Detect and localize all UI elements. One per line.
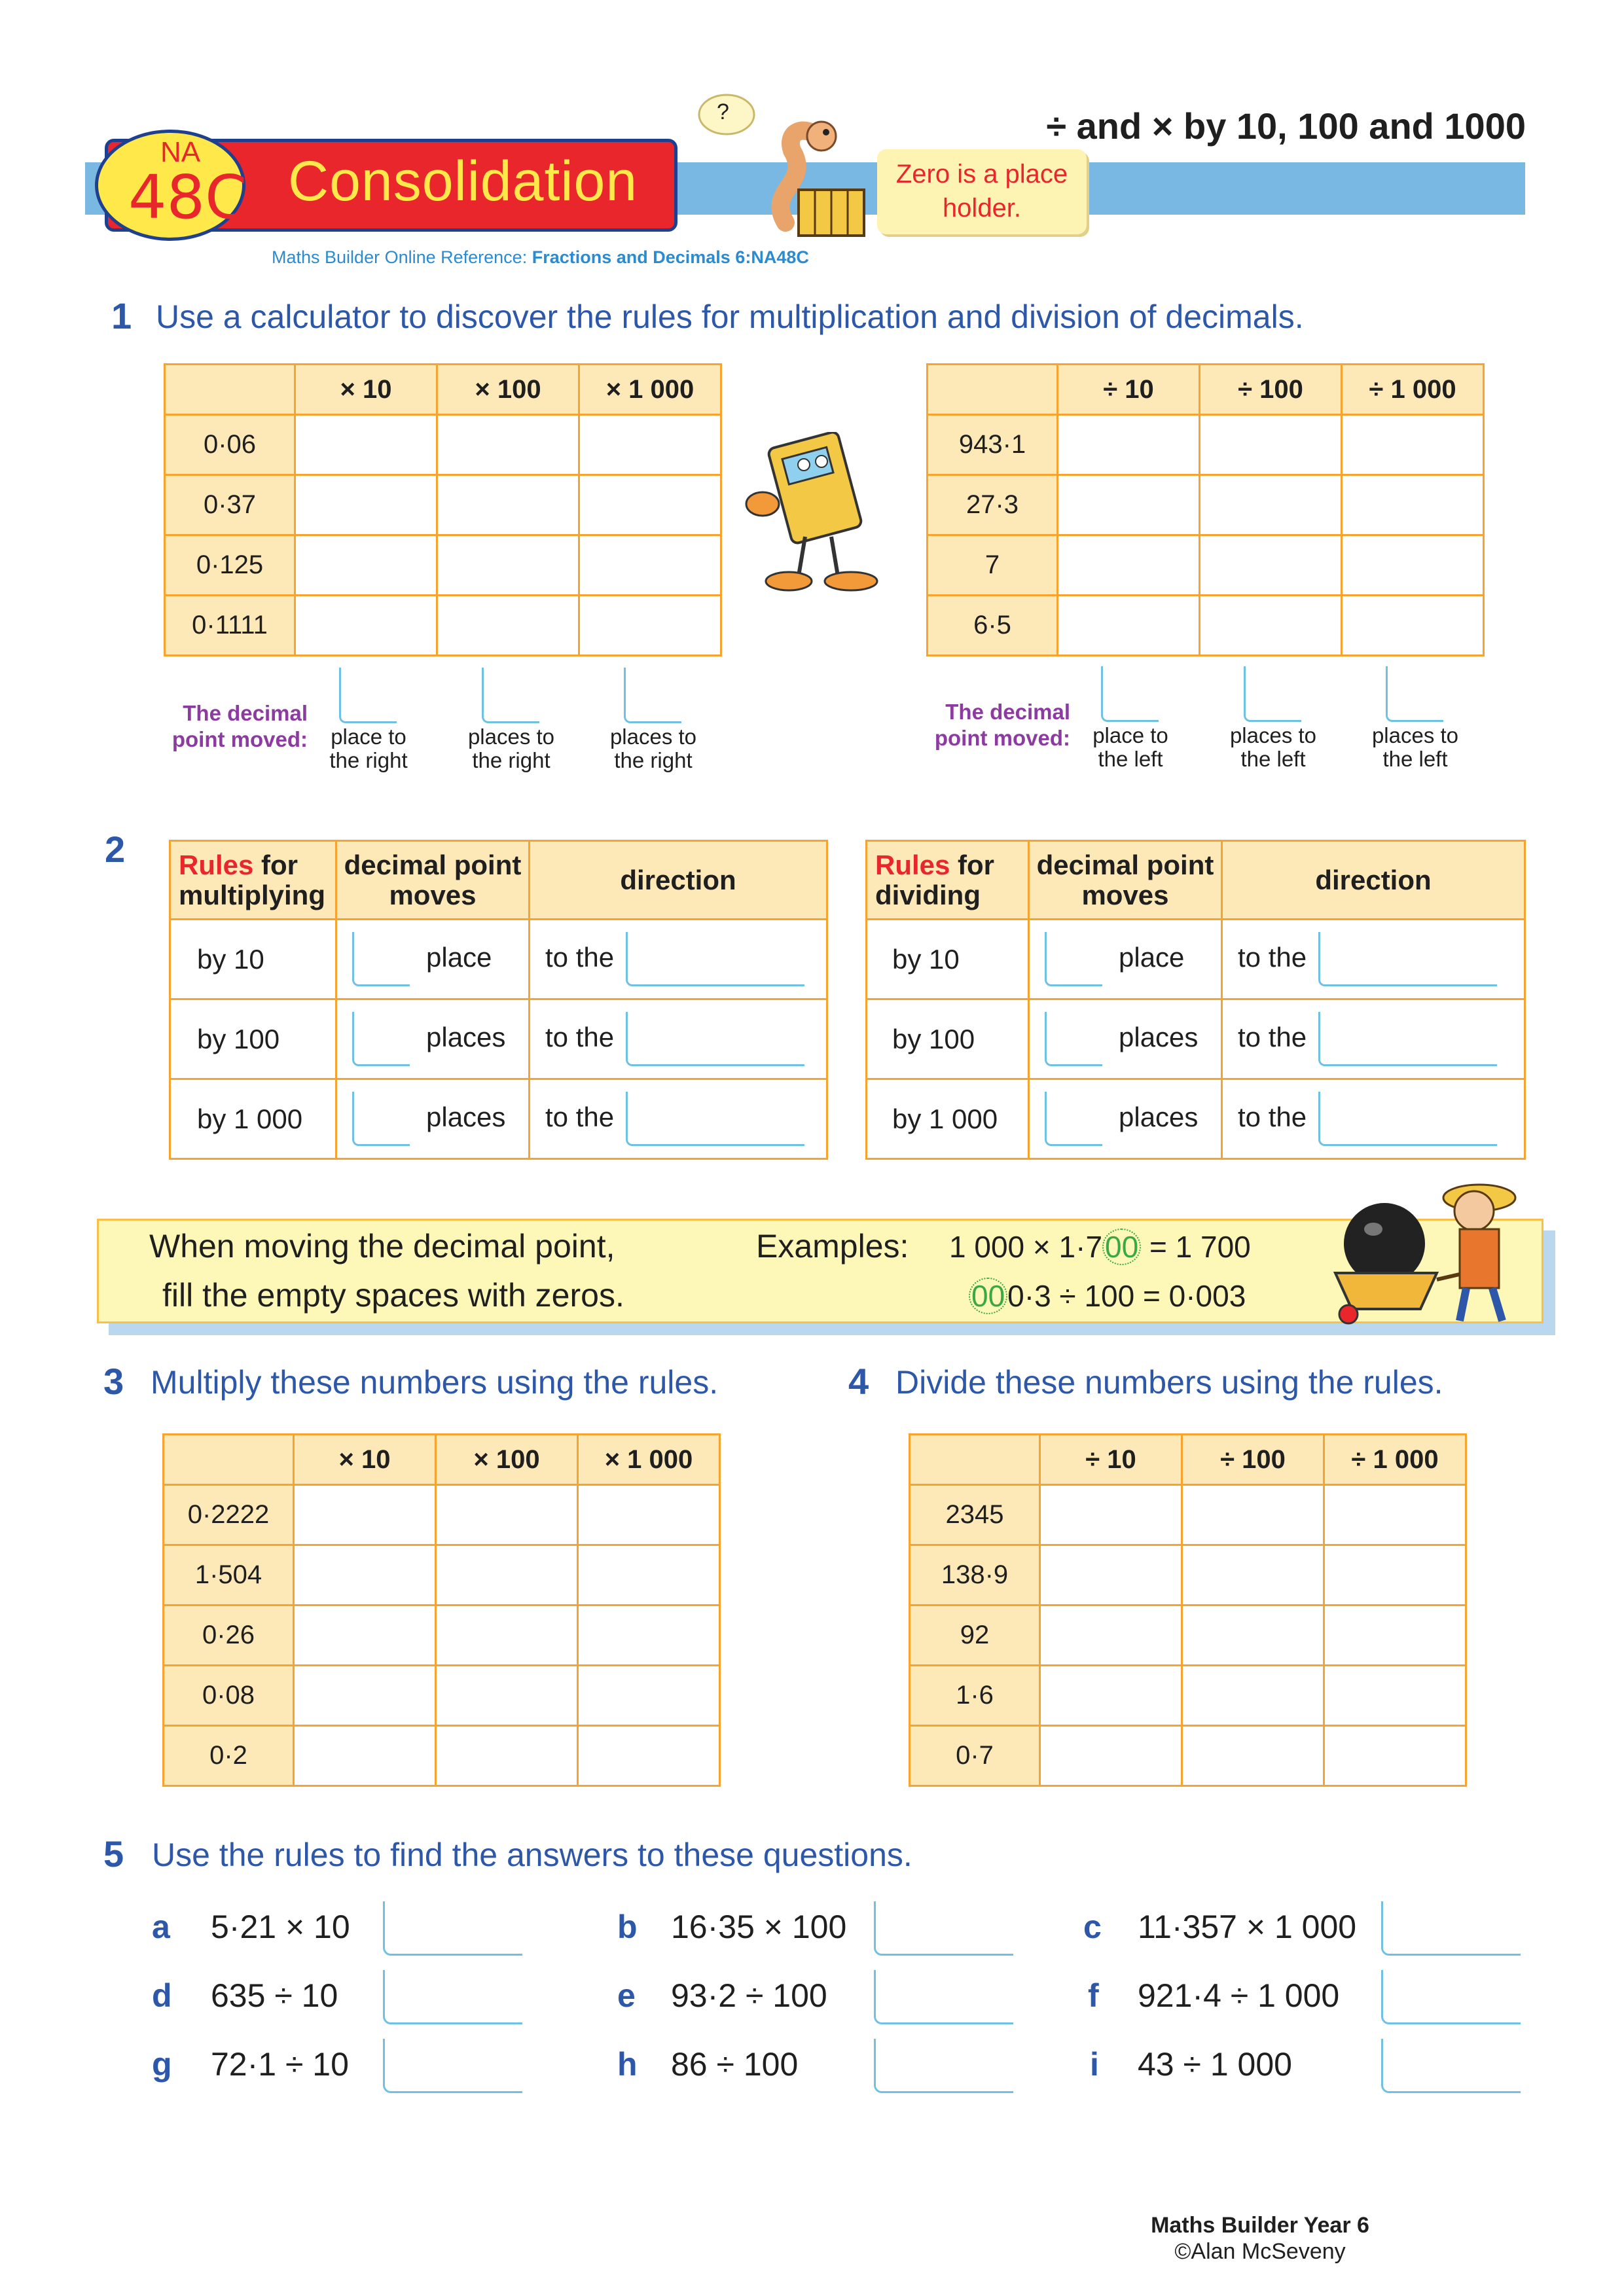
rule-places-cell: place — [1029, 920, 1222, 999]
row-value: 2345 — [910, 1485, 1040, 1545]
decimal-header: decimal point moves — [1029, 841, 1222, 920]
rule-direction-cell: to the — [530, 920, 827, 999]
rule-places-cell: place — [336, 920, 530, 999]
q5-letter: a — [152, 1909, 170, 1945]
direction-input[interactable] — [1318, 932, 1497, 986]
answer-cell[interactable] — [578, 1605, 720, 1666]
q5-answer-box[interactable] — [1381, 1901, 1521, 1956]
column-header: ÷ 100 — [1200, 365, 1342, 415]
q5-letter: c — [1083, 1909, 1102, 1945]
q5-letter: h — [617, 2046, 638, 2083]
answer-cell[interactable] — [578, 1485, 720, 1545]
direction-input[interactable] — [626, 932, 804, 986]
rule-direction-cell: to the — [1222, 999, 1525, 1079]
rule-by: by 1 000 — [867, 1079, 1029, 1159]
answer-cell[interactable] — [436, 1666, 578, 1726]
column-header: × 1 000 — [579, 365, 721, 415]
row-value: 0·7 — [910, 1726, 1040, 1786]
example-2: 000·3 ÷ 100 = 0·003 — [969, 1278, 1246, 1314]
dp-answer-box[interactable] — [339, 668, 397, 723]
answer-cell[interactable] — [436, 1726, 578, 1786]
q4-divide-table — [909, 1433, 1467, 1787]
dp-unit-label: place to the right — [329, 725, 408, 772]
places-input[interactable] — [1045, 1092, 1102, 1146]
q5-answer-box[interactable] — [383, 2039, 522, 2093]
row-value: 92 — [910, 1605, 1040, 1666]
rule-places-cell: places — [336, 999, 530, 1079]
row-value: 943·1 — [928, 415, 1058, 475]
q5-expression: 635 ÷ 10 — [211, 1977, 338, 2014]
row-value: 0·26 — [164, 1605, 294, 1666]
example-1: 1 000 × 1·700 = 1 700 — [949, 1230, 1251, 1264]
table-row — [164, 1545, 720, 1605]
decimal-header: decimal point moves — [336, 841, 530, 920]
q5-answer-box[interactable] — [1381, 1970, 1521, 2024]
page-title: Consolidation — [288, 150, 638, 213]
answer-cell[interactable] — [1200, 535, 1342, 596]
rules-header: Rules for dividing — [867, 841, 1029, 920]
q5-answer-box[interactable] — [383, 1901, 522, 1956]
answer-cell[interactable] — [295, 596, 437, 656]
q3-multiply-table — [162, 1433, 721, 1787]
answer-cell[interactable] — [1324, 1666, 1466, 1726]
answer-cell[interactable] — [295, 475, 437, 535]
answer-cell[interactable] — [294, 1666, 436, 1726]
table-row — [910, 1545, 1466, 1605]
q5-expression: 5·21 × 10 — [211, 1909, 350, 1945]
dp-answer-box[interactable] — [482, 668, 539, 723]
column-header: × 10 — [294, 1435, 436, 1485]
answer-cell[interactable] — [579, 535, 721, 596]
table-row — [170, 920, 827, 999]
table-row — [910, 1726, 1466, 1786]
q5-expression: 72·1 ÷ 10 — [211, 2046, 349, 2083]
rules-multiplying-table — [169, 840, 828, 1160]
q5-answer-box[interactable] — [1381, 2039, 1521, 2093]
q5-answer-box[interactable] — [383, 1970, 522, 2024]
column-header: × 100 — [437, 365, 579, 415]
table-row — [910, 1666, 1466, 1726]
reference-value: Fractions and Decimals 6:NA48C — [532, 247, 809, 267]
table-row — [928, 535, 1484, 596]
rule-direction-cell: to the — [530, 1079, 827, 1159]
table-row — [164, 1726, 720, 1786]
column-header: ÷ 100 — [1182, 1435, 1324, 1485]
column-header: ÷ 10 — [1058, 365, 1200, 415]
table-row — [867, 920, 1525, 999]
answer-cell[interactable] — [1182, 1485, 1324, 1545]
table-row — [910, 1485, 1466, 1545]
table-row — [867, 1079, 1525, 1159]
answer-cell[interactable] — [436, 1485, 578, 1545]
column-header: ÷ 1 000 — [1342, 365, 1484, 415]
answer-cell[interactable] — [1182, 1605, 1324, 1666]
answer-cell[interactable] — [295, 415, 437, 475]
table-row — [910, 1605, 1466, 1666]
column-header: ÷ 10 — [1040, 1435, 1182, 1485]
answer-cell[interactable] — [1058, 596, 1200, 656]
table-row — [164, 1485, 720, 1545]
question-3-text: Multiply these numbers using the rules. — [151, 1364, 719, 1401]
direction-input[interactable] — [626, 1012, 804, 1066]
table-row — [165, 475, 721, 535]
dp-unit-label: places to the right — [609, 725, 697, 772]
answer-cell[interactable] — [294, 1485, 436, 1545]
answer-cell[interactable] — [1058, 475, 1200, 535]
q5-letter: g — [152, 2046, 172, 2083]
tip-line-2: fill the empty spaces with zeros. — [162, 1277, 624, 1314]
q5-expression: 86 ÷ 100 — [671, 2046, 799, 2083]
answer-cell[interactable] — [437, 475, 579, 535]
answer-cell[interactable] — [1342, 415, 1484, 475]
rule-places-cell: places — [336, 1079, 530, 1159]
dp-moved-label: The decimal point moved: — [934, 700, 1070, 750]
direction-input[interactable] — [626, 1092, 804, 1146]
rules-header: Rules for multiplying — [170, 841, 336, 920]
answer-cell[interactable] — [578, 1666, 720, 1726]
column-header: ÷ 1 000 — [1324, 1435, 1466, 1485]
answer-cell[interactable] — [437, 596, 579, 656]
row-value: 0·125 — [165, 535, 295, 596]
column-header: × 100 — [436, 1435, 578, 1485]
table-row — [928, 415, 1484, 475]
table-row — [170, 1079, 827, 1159]
q5-answer-box[interactable] — [874, 1970, 1013, 2024]
question-4-text: Divide these numbers using the rules. — [895, 1364, 1443, 1401]
answer-cell[interactable] — [294, 1726, 436, 1786]
q5-answer-box[interactable] — [874, 2039, 1013, 2093]
question-3-number: 3 — [103, 1361, 124, 1402]
dp-answer-box[interactable] — [624, 668, 681, 723]
answer-cell[interactable] — [1040, 1605, 1182, 1666]
answer-cell[interactable] — [1182, 1726, 1324, 1786]
rule-direction-cell: to the — [1222, 920, 1525, 999]
online-reference — [272, 247, 809, 268]
q1-multiply-table — [164, 363, 722, 656]
answer-cell[interactable] — [437, 535, 579, 596]
reference-label: Maths Builder Online Reference: — [272, 247, 532, 267]
footer-copyright: ©Alan McSeveny — [1174, 2239, 1346, 2264]
answer-cell[interactable] — [1040, 1545, 1182, 1605]
dp-unit-label: place to the left — [1092, 723, 1168, 771]
q5-expression: 93·2 ÷ 100 — [671, 1977, 827, 2014]
table-row — [867, 999, 1525, 1079]
answer-cell[interactable] — [579, 415, 721, 475]
q5-expression: 11·357 × 1 000 — [1138, 1909, 1357, 1945]
rule-places-cell: places — [1029, 1079, 1222, 1159]
q1-divide-table — [926, 363, 1485, 656]
direction-header: direction — [530, 841, 827, 920]
answer-cell[interactable] — [579, 475, 721, 535]
answer-cell[interactable] — [294, 1605, 436, 1666]
table-row — [165, 415, 721, 475]
answer-cell[interactable] — [578, 1726, 720, 1786]
table-row — [164, 1605, 720, 1666]
speech-bubble-text: ? — [717, 99, 729, 124]
row-value: 1·504 — [164, 1545, 294, 1605]
q5-letter: e — [617, 1977, 636, 2014]
footer — [1113, 2212, 1407, 2265]
answer-cell[interactable] — [1200, 415, 1342, 475]
row-value: 0·06 — [165, 415, 295, 475]
answer-cell[interactable] — [1058, 535, 1200, 596]
q5-expression: 921·4 ÷ 1 000 — [1138, 1977, 1340, 2014]
question-5-text: Use the rules to find the answers to these questions. — [152, 1837, 912, 1873]
answer-cell[interactable] — [1200, 475, 1342, 535]
answer-cell[interactable] — [1058, 415, 1200, 475]
rule-by: by 10 — [170, 920, 336, 999]
row-value: 7 — [928, 535, 1058, 596]
question-4-number: 4 — [848, 1361, 869, 1402]
rule-by: by 100 — [867, 999, 1029, 1079]
row-value: 27·3 — [928, 475, 1058, 535]
q5-letter: f — [1088, 1977, 1099, 2014]
question-2-number: 2 — [105, 829, 126, 870]
direction-input[interactable] — [1318, 1012, 1497, 1066]
answer-cell[interactable] — [437, 415, 579, 475]
question-1-number: 1 — [111, 295, 132, 336]
answer-cell[interactable] — [1040, 1485, 1182, 1545]
q5-letter: i — [1090, 2046, 1099, 2083]
answer-cell[interactable] — [436, 1545, 578, 1605]
answer-cell[interactable] — [1182, 1666, 1324, 1726]
answer-cell[interactable] — [1040, 1666, 1182, 1726]
places-input[interactable] — [352, 932, 410, 986]
footer-book: Maths Builder Year 6 — [1151, 2213, 1369, 2238]
q5-answer-box[interactable] — [874, 1901, 1013, 1956]
dp-unit-label: places to the left — [1229, 723, 1317, 771]
answer-cell[interactable] — [1324, 1726, 1466, 1786]
calculator-mascot-icon — [740, 432, 890, 602]
answer-cell[interactable] — [1200, 596, 1342, 656]
answer-cell[interactable] — [1182, 1545, 1324, 1605]
places-input[interactable] — [1045, 932, 1102, 986]
table-row — [164, 1666, 720, 1726]
places-input[interactable] — [352, 1012, 410, 1066]
table-row — [170, 999, 827, 1079]
row-value: 0·08 — [164, 1666, 294, 1726]
rule-by: by 100 — [170, 999, 336, 1079]
rule-places-cell: places — [1029, 999, 1222, 1079]
table-row — [928, 475, 1484, 535]
badge-number: 48C — [128, 162, 247, 232]
row-value: 6·5 — [928, 596, 1058, 656]
tip-line-1: When moving the decimal point, — [149, 1228, 615, 1265]
row-value: 0·2222 — [164, 1485, 294, 1545]
question-5-number: 5 — [103, 1833, 124, 1874]
column-header: × 10 — [295, 365, 437, 415]
row-value: 0·1111 — [165, 596, 295, 656]
examples-label: Examples: — [756, 1228, 909, 1265]
rules-dividing-table — [865, 840, 1526, 1160]
q5-letter: b — [617, 1909, 638, 1945]
dp-answer-box[interactable] — [1386, 666, 1443, 722]
place-holder-note: Zero is a place holder. — [877, 149, 1087, 234]
q5-letter: d — [152, 1977, 172, 2014]
q5-expression: 43 ÷ 1 000 — [1138, 2046, 1292, 2083]
rule-direction-cell: to the — [1222, 1079, 1525, 1159]
dp-unit-label: places to the left — [1371, 723, 1459, 771]
dp-unit-label: places to the right — [467, 725, 555, 772]
table-row — [165, 535, 721, 596]
answer-cell[interactable] — [578, 1545, 720, 1605]
direction-header: direction — [1222, 841, 1525, 920]
answer-cell[interactable] — [1324, 1605, 1466, 1666]
table-row — [928, 596, 1484, 656]
answer-cell[interactable] — [1324, 1545, 1466, 1605]
answer-cell[interactable] — [1342, 596, 1484, 656]
answer-cell[interactable] — [1342, 475, 1484, 535]
row-value: 138·9 — [910, 1545, 1040, 1605]
answer-cell[interactable] — [294, 1545, 436, 1605]
answer-cell[interactable] — [579, 596, 721, 656]
dp-answer-box[interactable] — [1101, 666, 1159, 722]
question-1-text: Use a calculator to discover the rules for multiplication and division of decimals. — [156, 298, 1304, 335]
answer-cell[interactable] — [1342, 535, 1484, 596]
row-value: 1·6 — [910, 1666, 1040, 1726]
table-row — [165, 596, 721, 656]
rule-direction-cell: to the — [530, 999, 827, 1079]
answer-cell[interactable] — [436, 1605, 578, 1666]
badge-code: NA — [160, 136, 201, 168]
row-value: 0·2 — [164, 1726, 294, 1786]
wheelbarrow-mascot-icon — [1322, 1152, 1532, 1335]
column-header: × 1 000 — [578, 1435, 720, 1485]
topic-heading: ÷ and × by 10, 100 and 1000 — [1046, 105, 1526, 147]
rule-by: by 1 000 — [170, 1079, 336, 1159]
dp-moved-label: The decimal point moved: — [171, 701, 308, 751]
answer-cell[interactable] — [1040, 1726, 1182, 1786]
answer-cell[interactable] — [295, 535, 437, 596]
q5-expression: 16·35 × 100 — [671, 1909, 847, 1945]
rule-by: by 10 — [867, 920, 1029, 999]
direction-input[interactable] — [1318, 1092, 1497, 1146]
dp-answer-box[interactable] — [1244, 666, 1301, 722]
places-input[interactable] — [1045, 1012, 1102, 1066]
answer-cell[interactable] — [1324, 1485, 1466, 1545]
places-input[interactable] — [352, 1092, 410, 1146]
row-value: 0·37 — [165, 475, 295, 535]
